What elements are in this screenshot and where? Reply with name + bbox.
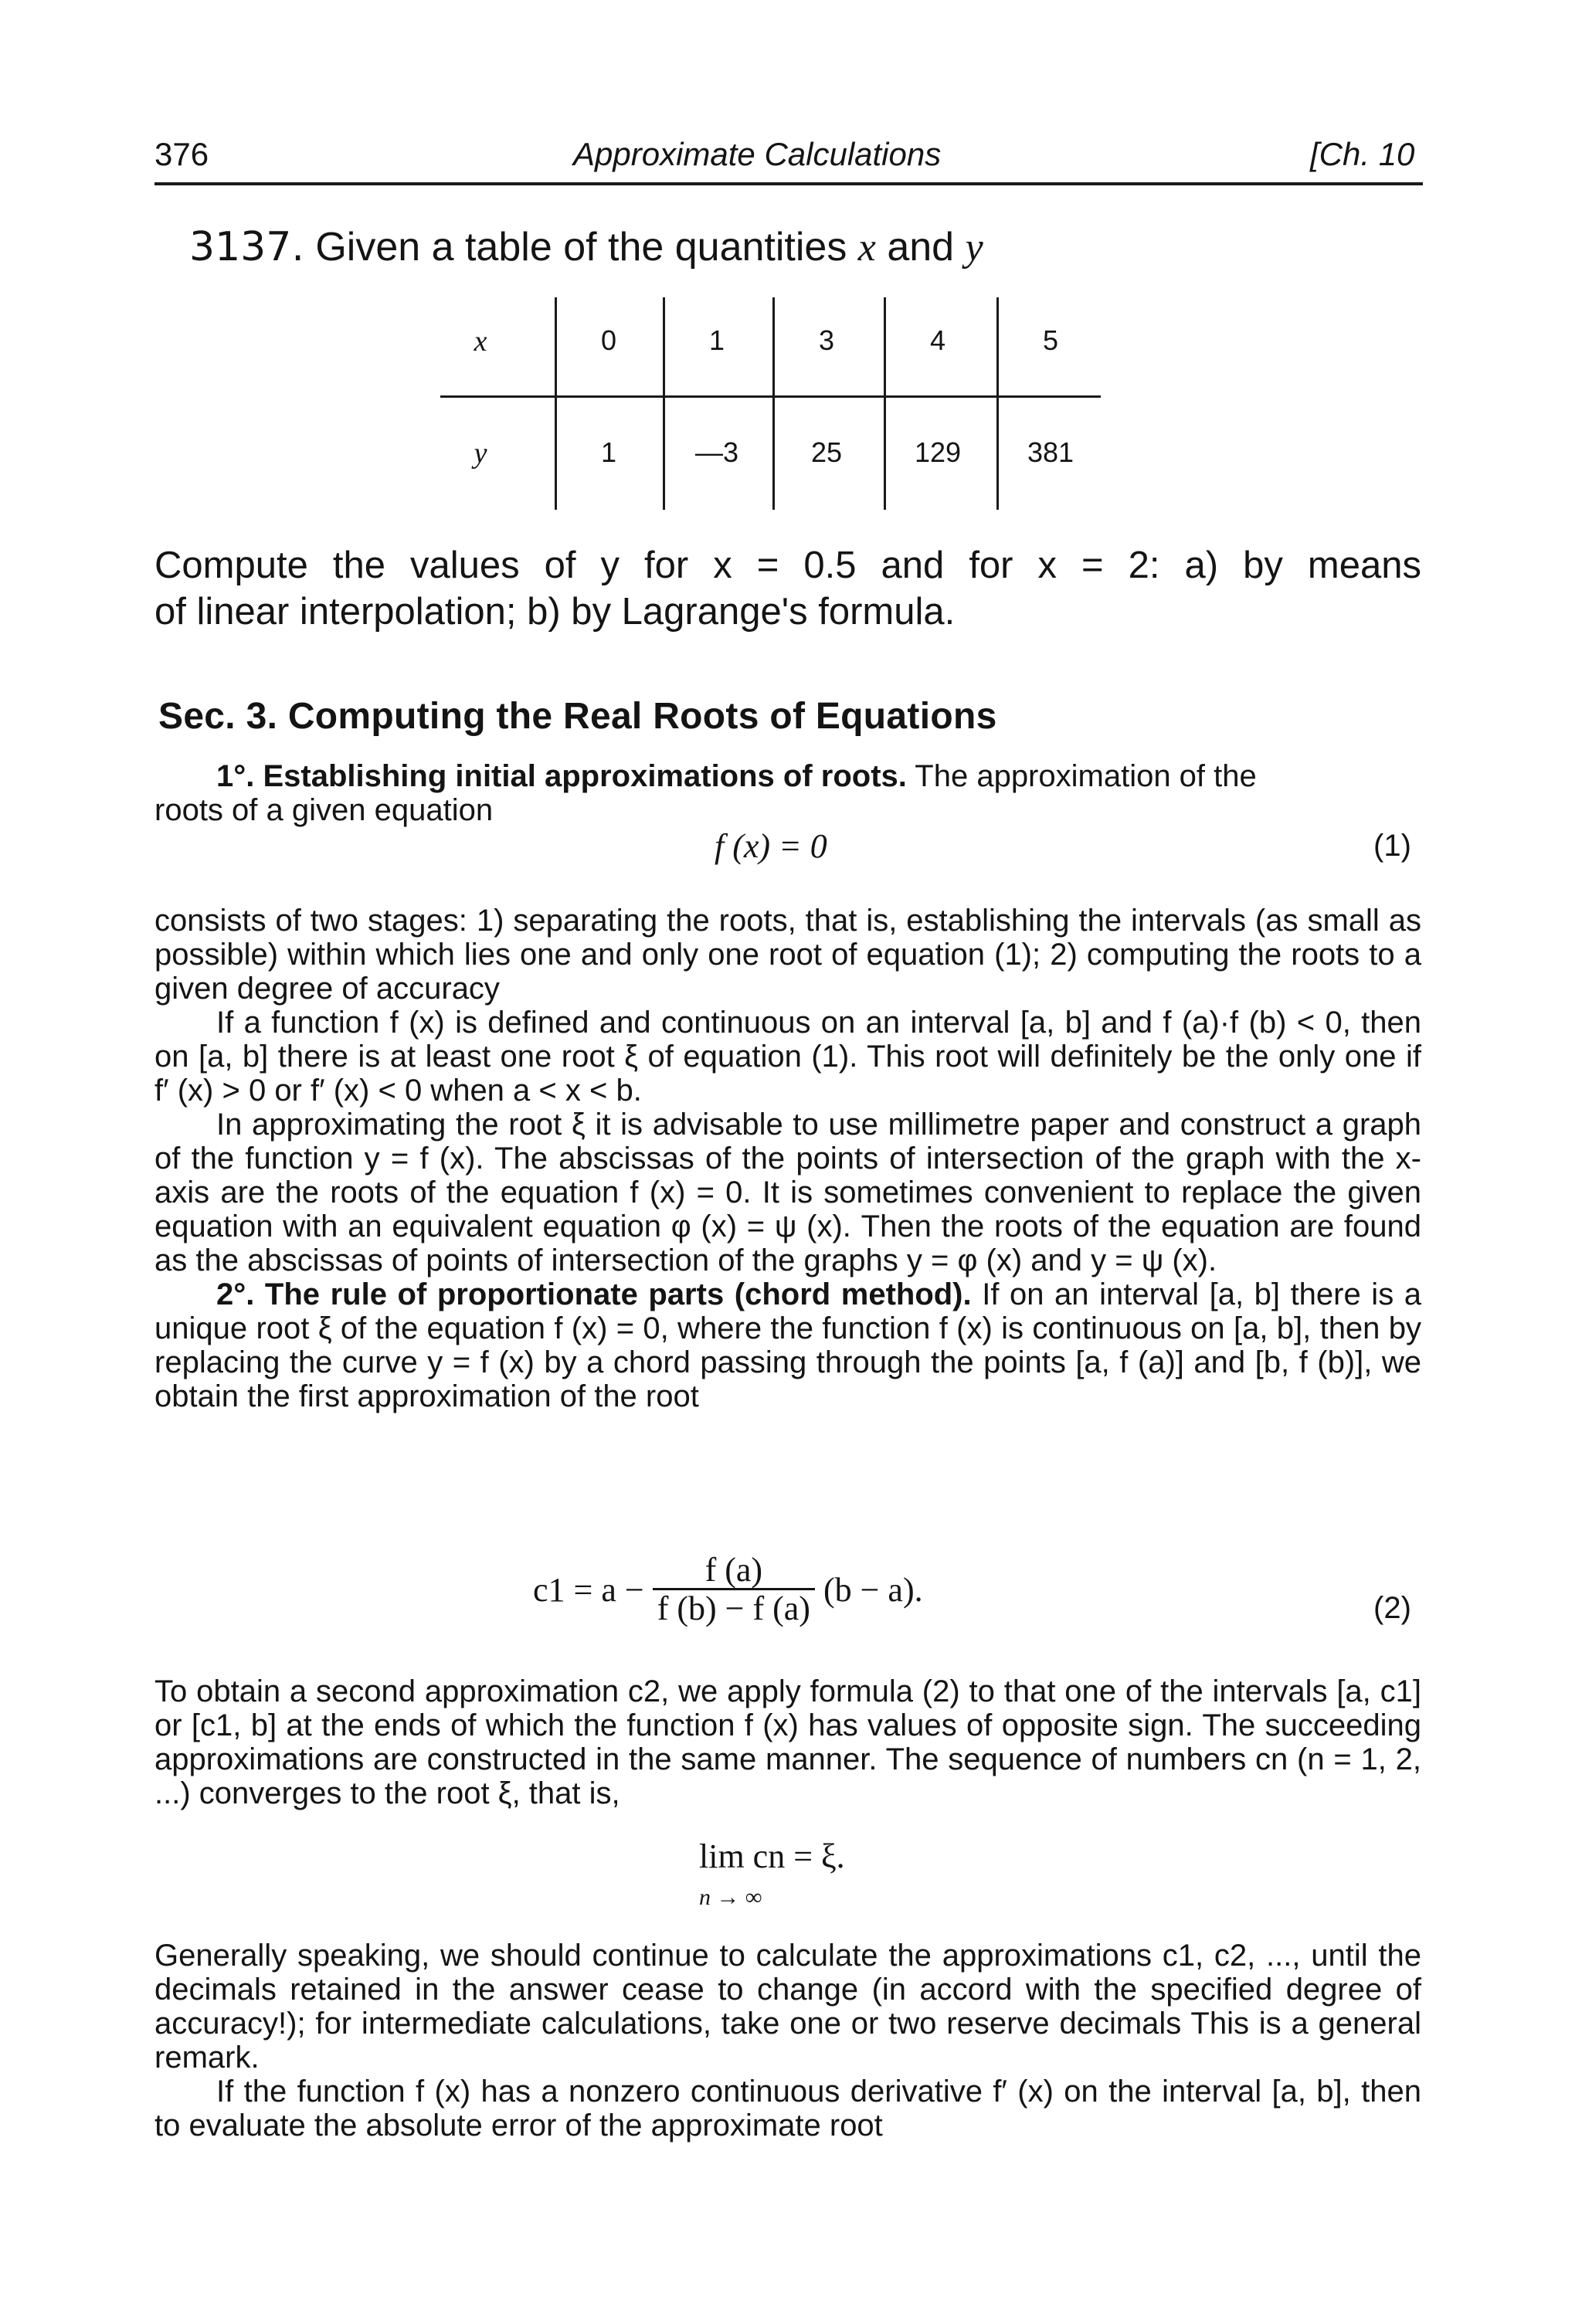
formula-2-number: (2) <box>1373 1591 1411 1625</box>
subsection-1-line2: roots of a given equation <box>154 793 494 827</box>
paragraph-function-def: If a function f (x) is defined and continuous on an interval [a, b] and f (a)·f (b) < 0, then on [a, b] there is at least one root ξ of equation (1). This root will definitely be the only one if f′ (x) > 0 or f′ (x) < 0 when a < x < b. <box>154 1006 1421 1108</box>
problem-and: and <box>887 225 955 270</box>
table-y-label: y <box>474 437 487 470</box>
formula-2-lhs: c1 = a − <box>533 1571 644 1609</box>
paragraph-second-approx: To obtain a second approximation c2, we apply formula (2) to that one of the intervals [a, c1] or [c1, b] at the ends of which the function f (x) has values of opposite sign. The succeeding approximations are constructed in the same manner. The sequence of numbers cn (n = 1, 2, ...) converges to the root ξ, that is, <box>154 1674 1421 1810</box>
section-heading: Sec. 3. Computing the Real Roots of Equations <box>158 696 997 737</box>
table-cell: —3 <box>694 436 739 468</box>
header-rule <box>154 182 1423 185</box>
page-number: 376 <box>154 136 209 172</box>
problem-var-x: x <box>857 226 876 270</box>
body-text <box>154 904 1421 1413</box>
table-divider <box>884 297 886 510</box>
subsection-1-heading: 1°. Establishing initial approximations of roots. <box>216 759 907 793</box>
problem-instruction <box>154 542 1421 635</box>
table-cell: 3 <box>818 324 835 356</box>
table-cell: 1 <box>600 436 617 468</box>
body-text-2 <box>154 1674 1421 1810</box>
table-cell: 1 <box>708 324 725 356</box>
formula-2-denominator: f (b) − f (a) <box>657 1589 810 1627</box>
table-cell: 129 <box>914 436 962 468</box>
paragraph-graph: In approximating the root ξ it is advisable to use millimetre paper and construct a graph of the function y = f (x). The abscissas of the points of intersection of the graph with the x-axis are the roots of the equation f (x) = 0. It is sometimes convenient to replace the given equation with an equivalent equation φ (x) = ψ (x). Then the roots of the equation are found as the abscissas of points of intersection of the graphs y = φ (x) and y = ψ (x). <box>154 1108 1421 1277</box>
limit-expression: lim cn = ξ. <box>699 1837 845 1875</box>
problem-var-y: y <box>965 226 983 270</box>
instruction-line-2: of linear interpolation; b) by Lagrange's formula. <box>154 591 956 633</box>
formula-2-tail: (b − a). <box>823 1571 923 1609</box>
table-cell: 25 <box>810 436 843 468</box>
limit-subscript: n → ∞ <box>699 1885 762 1910</box>
running-title: Approximate Calculations <box>573 136 942 172</box>
subsection-1-tail: The approximation of the <box>915 759 1257 793</box>
subsection-2-heading: 2°. The rule of proportionate parts (chord method). <box>216 1277 972 1311</box>
formula-2-fraction <box>653 1552 815 1627</box>
table-x-label: x <box>474 325 487 358</box>
paragraph-stages: consists of two stages: 1) separating the roots, that is, establishing the intervals (as small as possible) within which lies one and only one root of equation (1); 2) computing the roots to a given degree of accuracy <box>154 904 1421 1006</box>
instruction-line-1: Compute the values of y for x = 0.5 and for x = 2: a) by means <box>154 545 1421 586</box>
formula-2 <box>533 1552 923 1627</box>
equation-1: f (x) = 0 <box>715 827 827 865</box>
equation-1-number: (1) <box>1373 829 1411 863</box>
table-rule <box>440 395 1101 398</box>
paragraph-chord: If on an interval [a, b] there is a unique root ξ of the equation f (x) = 0, where the function f (x) is continuous on [a, b], then by replacing the curve y = f (x) by a chord passing through the points [a, f (a)] and [b, f (b)], we obtain the first approximation of the root <box>154 1277 1422 1413</box>
problem-statement <box>189 224 983 270</box>
problem-lead: Given a table of the quantities <box>315 225 847 270</box>
table-divider <box>772 297 775 510</box>
table-divider <box>996 297 999 510</box>
table-cell: 0 <box>600 324 617 356</box>
paragraph-general: Generally speaking, we should continue to calculate the approximations c1, c2, ..., until the decimals retained in the answer cease to change (in accord with the specified degree of accuracy!); for intermediate calculations, take one or two reserve decimals This is a general remark. <box>154 1939 1421 2075</box>
chapter-label: [Ch. 10 <box>1310 136 1415 172</box>
formula-2-numerator: f (a) <box>653 1552 815 1590</box>
table-cell: 5 <box>1042 324 1059 356</box>
subsection-1-intro <box>154 759 1421 827</box>
table-divider <box>663 297 665 510</box>
paragraph-last: If the function f (x) has a nonzero continuous derivative f′ (x) on the interval [a, b], then to evaluate the absolute error of the approximate root <box>154 2075 1421 2142</box>
table-divider <box>555 297 557 510</box>
problem-number: 3137. <box>189 224 304 270</box>
table-cell: 381 <box>1027 436 1074 468</box>
body-text-3 <box>154 1939 1421 2142</box>
table-cell: 4 <box>929 324 946 356</box>
